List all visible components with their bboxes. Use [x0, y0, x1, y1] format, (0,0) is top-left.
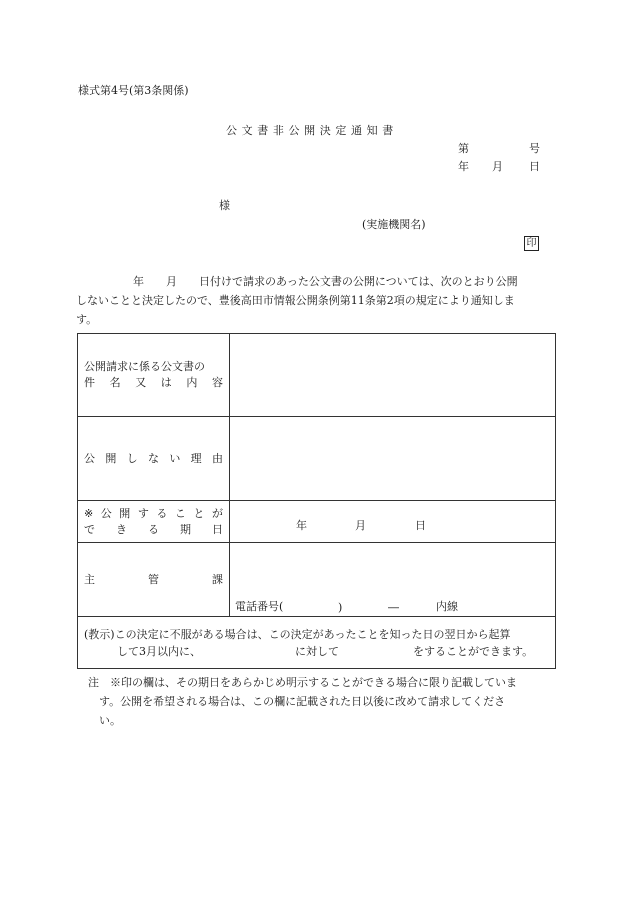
footnote-line: 注 ※印の欄は、その期日をあらかじめ明示することができる場合に限り記載していま [88, 676, 517, 689]
decision-table [77, 333, 556, 669]
instruction-line: (教示)この決定に不服がある場合は、この決定があったことを知った日の翌日から起算 [84, 627, 511, 641]
date-month: 月 [492, 160, 503, 173]
footnote-line: す。公開を希望される場合は、この欄に記載された日以後に改めて請求してくださ [99, 695, 506, 708]
date-month: 月 [355, 519, 366, 532]
body-paragraph [76, 272, 554, 329]
body-line: しないことと決定したので、豊後高田市情報公開条例第11条第2項の規定により通知しま [76, 294, 515, 307]
label-line: 件 名 又 は 内 容 [84, 376, 223, 389]
phone-dash: ― [388, 601, 399, 614]
label-line: 公開請求に係る公文書の [84, 360, 205, 373]
addressee-suffix: 様 [219, 199, 230, 212]
date-year: 年 [458, 160, 469, 173]
document-name-value[interactable] [230, 334, 556, 417]
seal-mark: 印 [524, 236, 539, 251]
form-number: 様式第4号(第3条関係) [78, 84, 189, 97]
extension-label: 内線 [436, 600, 458, 613]
document-title: 公文書非公開決定通知書 [226, 124, 398, 137]
footnote-line: い。 [99, 714, 121, 727]
disclosure-date-value[interactable] [230, 501, 556, 543]
instruction-line: して3月以内に、 に対して をすることができます。 [117, 644, 534, 658]
date-day: 日 [415, 519, 426, 532]
footnote [88, 673, 517, 730]
body-line: す。 [76, 313, 98, 326]
appeal-instruction [78, 617, 556, 669]
label-line: で き る 期 日 [84, 522, 223, 536]
department-value[interactable] [230, 543, 556, 617]
department-label [78, 543, 230, 617]
number-suffix: 号 [529, 142, 540, 155]
phone-label: 電話番号( [235, 600, 284, 613]
body-line: 年 月 日付けで請求のあった公文書の公開については、次のとおり公開 [133, 275, 518, 288]
label-line: 公 開 し な い 理 由 [84, 451, 223, 465]
label-line: ※ 公 開 す る こ と が [84, 506, 223, 520]
reason-label [78, 417, 230, 501]
date-day: 日 [529, 160, 540, 173]
document-name-label [78, 334, 230, 417]
disclosure-date-label [78, 501, 230, 543]
agency-name: (実施機関名) [362, 218, 426, 231]
label-line: 主 管 課 [84, 572, 223, 586]
date-year: 年 [296, 519, 307, 532]
phone-close: ) [338, 601, 343, 614]
number-prefix: 第 [458, 142, 469, 155]
reason-value[interactable] [230, 417, 556, 501]
